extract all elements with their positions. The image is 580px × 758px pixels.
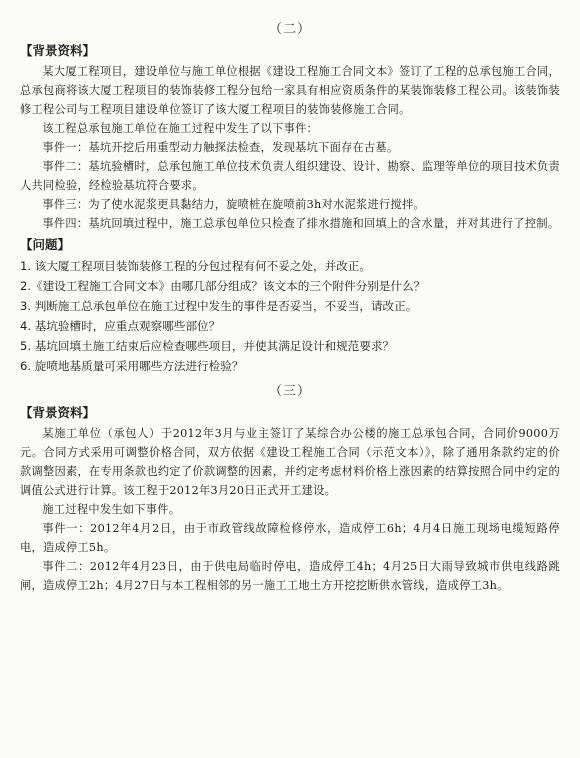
event-label: 事件一：: [42, 141, 89, 154]
event-item: [20, 138, 560, 157]
event-item: [20, 195, 560, 214]
event-text: 2012年4月23日，由于供电局临时停电，造成停工4h；4月25日大雨导致城市供电线路跳闸，造成停工2h；4月27日与本工程相邻的另一施工工地土方开挖挖断供水管线，造成停工3h。: [20, 560, 560, 592]
background-heading-2: 【背景资料】: [20, 43, 96, 58]
event-item: [20, 519, 560, 557]
question-item: 2.《建设工程施工合同文本》由哪几部分组成？该文本的三个附件分别是什么？: [20, 279, 426, 293]
question-item: 6. 旋喷地基质量可采用哪些方法进行检验？: [20, 359, 244, 373]
question-item: 1. 该大厦工程项目装饰装修工程的分包过程有何不妥之处，并改正。: [20, 259, 371, 273]
background-heading-3: 【背景资料】: [20, 405, 96, 420]
question-item: 4. 基坑验槽时，应重点观察哪些部位？: [20, 319, 221, 333]
event-label: 事件二：: [42, 560, 90, 573]
event-label: 事件二：: [42, 160, 89, 173]
event-text: 基坑验槽时，总承包施工单位技术负责人组织建设、设计、勘察、监理等单位的项目技术负责人共同检验，经检验基坑符合要求。: [20, 160, 560, 192]
question-item: 3. 判断施工总承包单位在施工过程中发生的事件是否妥当，不妥当，请改正。: [20, 299, 418, 313]
event-item: [20, 557, 560, 595]
intro-paragraph-3: 某施工单位（承包人）于2012年3月与业主签订了某综合办公楼的施工总承包合同，合同价9000万元。合同方式采用可调整价格合同，双方依据《建设工程施工合同（示范文本）》，除了通用条款约定的价款调整因素，在专用条款也约定了价款调整的因素，并约定考虑材料价格上涨因素的结算按照合同中约定的调值公式进行计算。该工程于2012年3月20日正式开工建设。: [20, 427, 560, 497]
events-lead-2: 该工程总承包施工单位在施工过程中发生了以下事件：: [42, 122, 319, 135]
intro-paragraph-2: 某大厦工程项目，建设单位与施工单位根据《建设工程施工合同文本》签订了工程的总承包施工合同，总承包商将该大厦工程项目的装饰装修工程分包给一家具有相应资质条件的某装饰装修工程公司。该装饰装修工程公司与工程项目建设单位签订了该大厦工程项目的装饰装修施工合同。: [20, 65, 560, 116]
event-item: [20, 214, 560, 233]
event-text: 2012年4月2日，由于市政管线故障检修停水，造成停工6h；4月4日施工现场电缆短路停电，造成停工5h。: [20, 522, 560, 554]
questions-heading: 【问题】: [20, 237, 71, 252]
event-text: 基坑回填过程中，施工总承包单位只检查了排水措施和回填上的含水量，并对其进行了控制。: [88, 217, 560, 230]
question-item: 5. 基坑回填土施工结束后应检查哪些项目，并使其满足设计和规范要求？: [20, 339, 395, 353]
event-label: 事件三：: [42, 198, 89, 211]
section-title-2: （二）: [268, 22, 311, 37]
events-lead-3: 施工过程中发生如下事件。: [42, 503, 181, 516]
event-label: 事件四：: [42, 217, 89, 230]
event-text: 基坑开挖后用重型动力触探法检查，发现基坑下面存在古墓。: [88, 141, 399, 154]
event-text: 为了使水泥浆更具黏结力，旋喷桩在旋喷前3h对水泥浆进行搅拌。: [88, 198, 425, 211]
section-title-3: （三）: [268, 384, 311, 399]
event-label: 事件一：: [42, 522, 91, 535]
event-item: [20, 157, 560, 195]
